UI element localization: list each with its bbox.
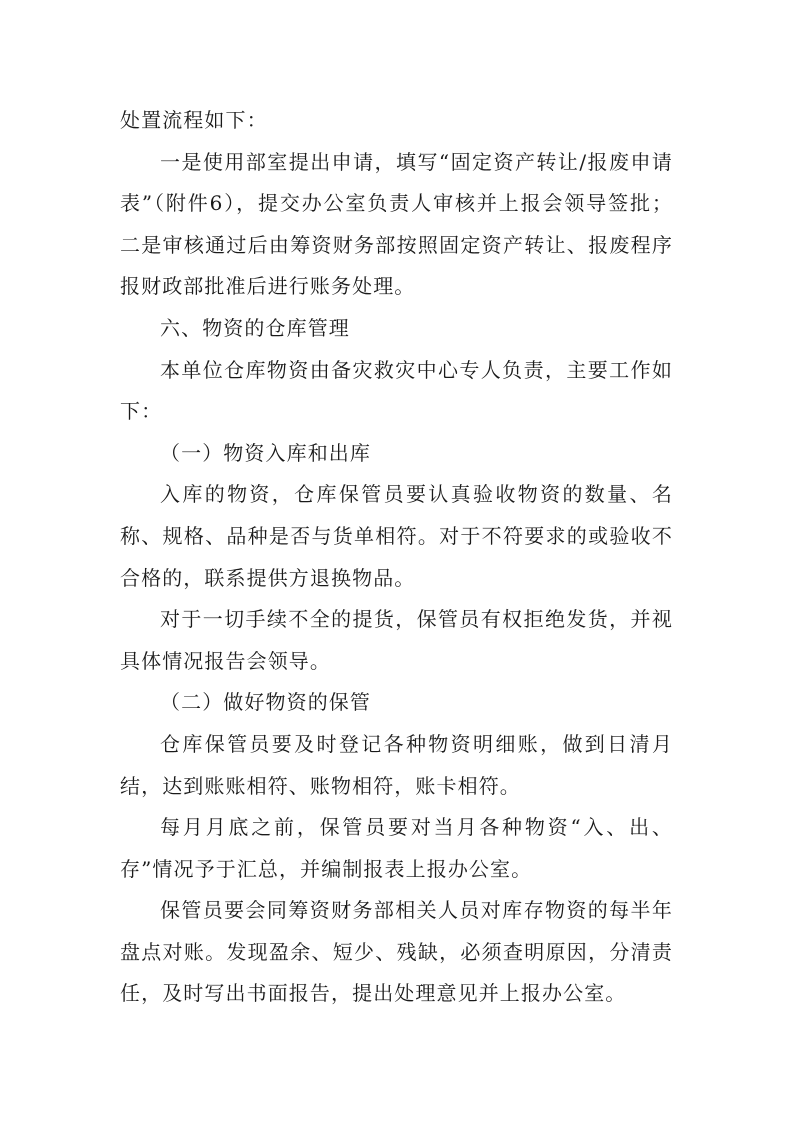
paragraph-disposal-intro: 处置流程如下：	[120, 108, 268, 132]
paragraph-inventory: 保管员要会同筹资财务部相关人员对库存物资的每半年盘点对账。发现盈余、短少、残缺，必须查明原因，分清责任，及时写出书面报告，提出处理意见并上报办公室。	[120, 898, 673, 1006]
paragraph-ledger: 仓库保管员要及时登记各种物资明细账，做到日清月结，达到账账相符、账物相符，账卡相符。	[120, 731, 673, 798]
paragraph-disposal-step: 一是使用部室提出申请，填写“固定资产转让/报废申请表”（附件6），提交办公室负责人审核并上报会领导签批；二是审核通过后由筹资财务部按照固定资产转让、报废程序报财政部批准后进行账务处理。	[120, 149, 673, 299]
document-body	[120, 100, 673, 1015]
section-heading-warehouse: 六、物资的仓库管理	[160, 315, 350, 340]
paragraph-monthly: 每月月底之前，保管员要对当月各种物资“入、出、存”情况予于汇总，并编制报表上报办公室。	[120, 815, 673, 881]
paragraph-incomplete: 对于一切手续不全的提货，保管员有权拒绝发货，并视具体情况报告会领导。	[120, 607, 673, 673]
subheading-in-out: （一）物资入库和出库	[160, 440, 371, 465]
subheading-storage: （二）做好物资的保管	[160, 690, 371, 715]
paragraph-inbound: 入库的物资，仓库保管员要认真验收物资的数量、名称、规格、品种是否与货单相符。对于不符要求的或验收不合格的，联系提供方退换物品。	[120, 482, 673, 590]
paragraph-warehouse-intro: 本单位仓库物资由备灾救灾中心专人负责，主要工作如下：	[120, 357, 673, 424]
